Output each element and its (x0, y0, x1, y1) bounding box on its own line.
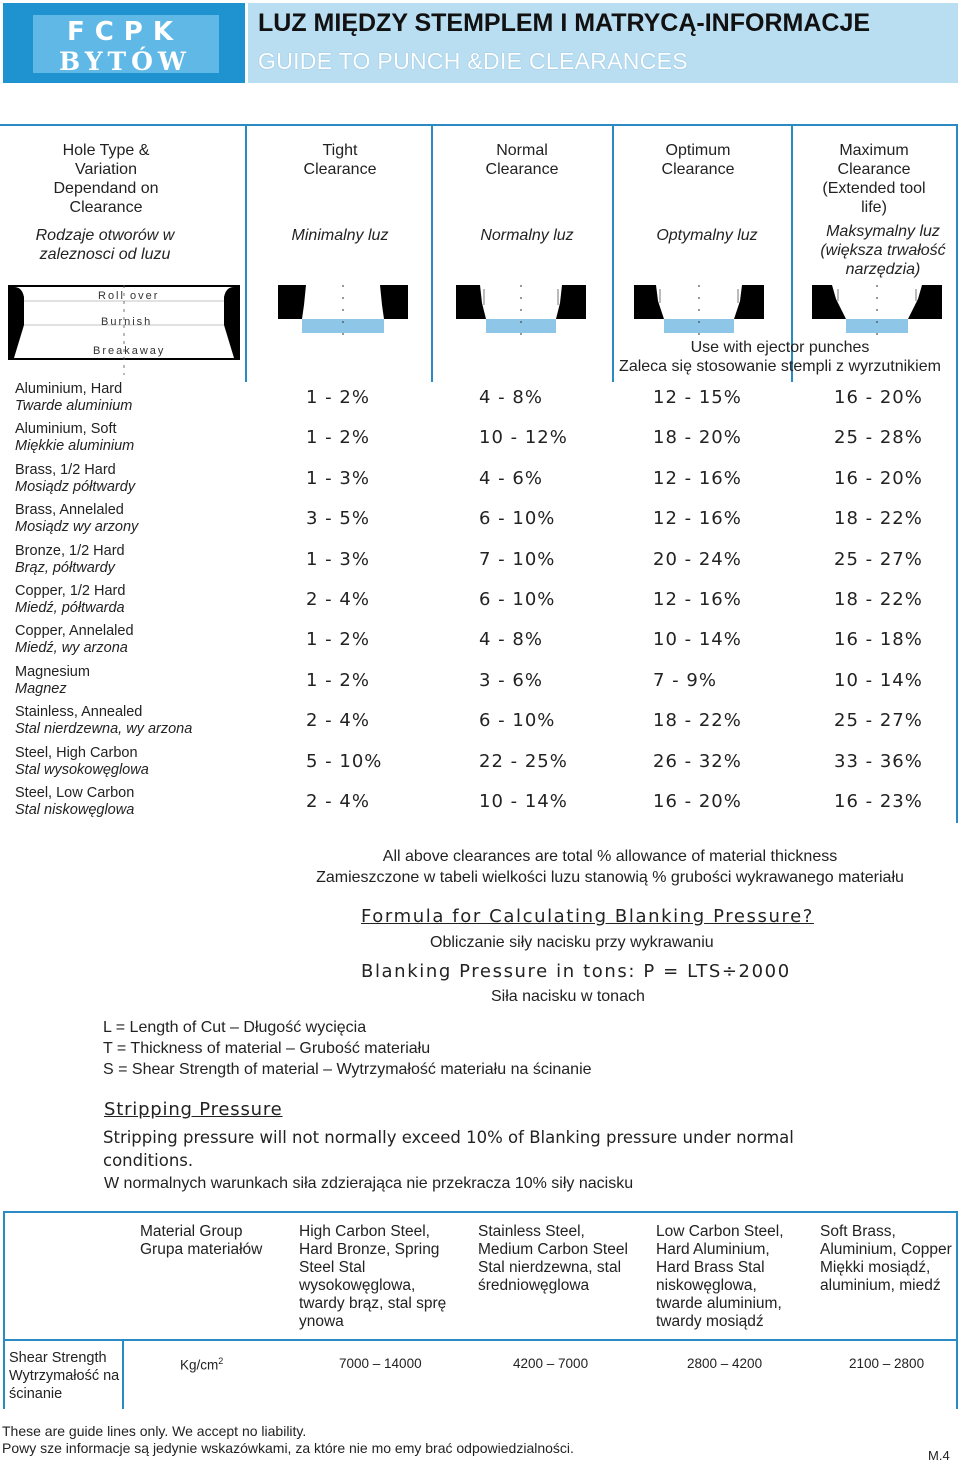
material-name-pl: Mosiądz wy arzony (15, 519, 139, 536)
material-name-en: Magnesium (15, 663, 90, 680)
material-name-pl: Mosiądz półtwardy (15, 478, 136, 495)
header-optimum: Optimum Clearance (661, 142, 735, 178)
legend-shear: S = Shear Strength of material – Wytrzymałość materiału na ścinanie (103, 1061, 592, 1078)
material-group-header: Material Group Grupa materiałów (140, 1223, 263, 1258)
material-name-en: Aluminium, Soft (15, 421, 117, 438)
material-name-pl: Brąz, półtwardy (15, 559, 115, 576)
ejector-note-pl: Zaleca się stosowanie stempli z wyrzutnikiem (619, 358, 941, 375)
footer-disclaimer-en: These are guide lines only. We accept no liability. (2, 1423, 307, 1439)
clearance-value-optimum: 20 - 24% (653, 548, 742, 570)
clearance-value-maximum: 16 - 20% (834, 467, 923, 489)
header-hole-type: Hole Type & Variation Dependand on Clearance (53, 142, 159, 216)
label-rollover: Roll over (98, 290, 160, 302)
clearance-value-optimum: 10 - 14% (653, 629, 742, 651)
clearance-value-tight: 1 - 3% (306, 548, 370, 570)
shear-value-soft: 2100 – 2800 (849, 1356, 925, 1371)
header-tight-pl: Minimalny luz (291, 227, 389, 244)
material-name-en: Copper, 1/2 Hard (15, 583, 126, 599)
stripping-text-pl: W normalnych warunkach siła zdzierająca nie przekracza 10% siły nacisku (104, 1175, 634, 1192)
clearance-value-normal: 6 - 10% (479, 508, 556, 530)
material-name (15, 462, 135, 496)
clearance-value-normal: 6 - 10% (479, 710, 556, 732)
clearance-value-normal: 22 - 25% (479, 750, 568, 772)
formula-title-pl: Obliczanie siły nacisku przy wykrawaniu (430, 934, 714, 951)
material-name-en: Brass, 1/2 Hard (15, 461, 116, 478)
page-number: M.4 (928, 1448, 950, 1463)
clearance-value-normal: 4 - 8% (479, 387, 543, 408)
material-name (15, 381, 132, 415)
clearance-value-normal: 4 - 8% (479, 629, 543, 651)
clearance-value-optimum: 12 - 15% (653, 387, 742, 408)
shear-table-divider (3, 1339, 958, 1341)
material-name-pl: Stal niskowęglowa (15, 802, 135, 818)
clearance-value-tight: 1 - 2% (306, 427, 370, 449)
clearance-value-tight: 2 - 4% (306, 589, 370, 610)
clearance-value-normal: 10 - 14% (479, 791, 568, 812)
die-diagram-tight (278, 285, 408, 335)
header-hole-type-pl: Rodzaje otworów w zaleznosci od luzu (35, 227, 175, 263)
column-divider (245, 124, 247, 382)
material-name (15, 785, 134, 819)
material-name (15, 745, 149, 779)
material-name-pl: Twarde aluminium (15, 398, 133, 414)
material-name-pl: Magnez (15, 680, 67, 697)
material-group-soft: Soft Brass, Aluminium, Copper Miękki mosiądź, aluminium, miedź (820, 1223, 952, 1294)
shear-unit (180, 1356, 223, 1373)
stripping-title: Stripping Pressure (104, 1099, 283, 1120)
material-name-pl: Miedź, wy arzona (15, 640, 128, 657)
clearance-value-maximum: 16 - 23% (834, 791, 923, 812)
shear-strength-label: Shear Strength Wytrzymałość na ścinanie (9, 1350, 120, 1402)
material-group-high-carbon: High Carbon Steel, Hard Bronze, Spring Steel Stal wysokowęglowa, twardy brąz, stal sprę ynowa (299, 1223, 447, 1330)
material-name-pl: Stal nierdzewna, wy arzona (15, 721, 193, 738)
header-maximum-pl: Maksymalny luz (większa trwałość narzędzia) (820, 223, 946, 278)
legend-length: L = Length of Cut – Długość wycięcia (103, 1019, 367, 1036)
ejector-note (600, 338, 960, 376)
material-group-low-carbon: Low Carbon Steel, Hard Aluminium, Hard Brass Stal niskowęglowa, twarde aluminium, twardy mosiądź (656, 1223, 784, 1330)
die-diagram-maximum (812, 285, 942, 335)
material-name-en: Steel, High Carbon (15, 744, 138, 761)
material-name-pl: Stal wysokowęglowa (15, 761, 149, 778)
clearance-value-tight: 3 - 5% (306, 508, 370, 530)
material-name (15, 623, 134, 657)
stripping-text: Stripping pressure will not normally exceed 10% of Blanking pressure under normal conditions. (103, 1128, 794, 1170)
clearance-value-tight: 1 - 3% (306, 467, 370, 489)
company-logo (3, 3, 245, 83)
footer-disclaimer-pl: Powy sze informacje są jedynie wskazówkami, za które nie mo emy brać odpowiedzialności. (2, 1440, 574, 1456)
page-subtitle: GUIDE TO PUNCH &DIE CLEARANCES (258, 48, 688, 74)
material-name-pl: Miękkie aluminium (15, 438, 135, 455)
clearance-value-normal: 6 - 10% (479, 589, 556, 610)
ejector-note-en: Use with ejector punches (690, 339, 870, 356)
blanking-formula: Blanking Pressure in tons: P = LTS÷2000 (361, 961, 791, 982)
clearance-value-normal: 4 - 6% (479, 467, 543, 489)
material-name-en: Aluminium, Hard (15, 381, 123, 397)
logo-text-bytow: BYTÓW (59, 47, 191, 76)
material-name (15, 664, 90, 698)
clearance-value-optimum: 18 - 22% (653, 710, 742, 732)
clearance-value-maximum: 25 - 28% (834, 427, 923, 449)
material-name (15, 543, 125, 577)
page-title: LUZ MIĘDZY STEMPLEM I MATRYCĄ-INFORMACJE (258, 9, 871, 37)
material-name-en: Stainless, Annealed (15, 704, 143, 721)
die-diagram-optimum (634, 285, 764, 335)
header-optimum-pl: Optymalny luz (656, 227, 758, 244)
clearance-value-maximum: 16 - 18% (834, 629, 923, 651)
label-breakaway: Breakaway (93, 345, 166, 357)
shear-value-high-carbon: 7000 – 14000 (339, 1356, 422, 1371)
material-name-en: Steel, Low Carbon (15, 785, 135, 801)
clearance-value-tight: 1 - 2% (306, 629, 370, 651)
clearance-value-maximum: 25 - 27% (834, 548, 923, 570)
clearance-value-optimum: 18 - 20% (653, 427, 742, 449)
shear-unit-superscript: 2 (218, 1356, 224, 1366)
clearance-value-normal: 3 - 6% (479, 669, 543, 691)
legend-thickness: T = Thickness of material – Grubość materiału (103, 1040, 431, 1057)
clearance-value-tight: 2 - 4% (306, 710, 370, 732)
formula-title: Formula for Calculating Blanking Pressure? (361, 906, 814, 927)
material-name (15, 583, 125, 617)
formula-pl: Siła nacisku w tonach (491, 988, 645, 1005)
label-burnish: Burnish (101, 316, 153, 328)
material-group-stainless: Stainless Steel, Medium Carbon Steel Stal nierdzewna, stal średniowęglowa (478, 1223, 628, 1294)
clearance-value-maximum: 16 - 20% (834, 387, 923, 408)
clearance-note-en: All above clearances are total % allowance of material thickness (382, 848, 838, 865)
clearance-value-maximum: 33 - 36% (834, 750, 923, 772)
logo-text-fcpk: FCPK (66, 17, 184, 47)
clearance-value-maximum: 10 - 14% (834, 669, 923, 691)
clearance-value-optimum: 26 - 32% (653, 750, 742, 772)
clearance-value-optimum: 12 - 16% (653, 508, 742, 530)
clearance-value-maximum: 18 - 22% (834, 508, 923, 530)
header-maximum: Maximum Clearance (Extended tool life) (822, 142, 926, 216)
die-diagram-normal (456, 285, 586, 335)
material-name (15, 704, 192, 738)
shear-value-stainless: 4200 – 7000 (513, 1356, 589, 1371)
material-name-pl: Miedź, półtwarda (15, 600, 125, 616)
clearance-value-optimum: 7 - 9% (653, 669, 717, 691)
column-divider (431, 124, 433, 382)
clearance-value-tight: 1 - 2% (306, 387, 370, 408)
material-name (15, 421, 134, 455)
clearance-value-optimum: 12 - 16% (653, 589, 742, 610)
material-name (15, 502, 138, 536)
clearance-value-optimum: 12 - 16% (653, 467, 742, 489)
material-name-en: Bronze, 1/2 Hard (15, 542, 125, 559)
shear-value-low-carbon: 2800 – 4200 (687, 1356, 763, 1371)
material-name-en: Brass, Annelaled (15, 502, 124, 519)
header-normal: Normal Clearance (485, 142, 559, 178)
clearance-value-normal: 10 - 12% (479, 427, 568, 449)
clearance-value-maximum: 25 - 27% (834, 710, 923, 732)
clearance-value-tight: 2 - 4% (306, 791, 370, 812)
clearance-value-tight: 5 - 10% (306, 750, 383, 772)
header-normal-pl: Normalny luz (480, 227, 574, 244)
clearance-value-normal: 7 - 10% (479, 548, 556, 570)
header-tight: Tight Clearance (303, 142, 377, 178)
shear-unit-text: Kg/cm (180, 1357, 219, 1373)
clearance-value-maximum: 18 - 22% (834, 589, 923, 610)
clearance-value-optimum: 16 - 20% (653, 791, 742, 812)
clearance-value-tight: 1 - 2% (306, 669, 370, 691)
clearance-note-pl: Zamieszczone w tabeli wielkości luzu stanowią % grubości wykrawanego materiału (316, 869, 904, 886)
material-name-en: Copper, Annelaled (15, 623, 134, 640)
